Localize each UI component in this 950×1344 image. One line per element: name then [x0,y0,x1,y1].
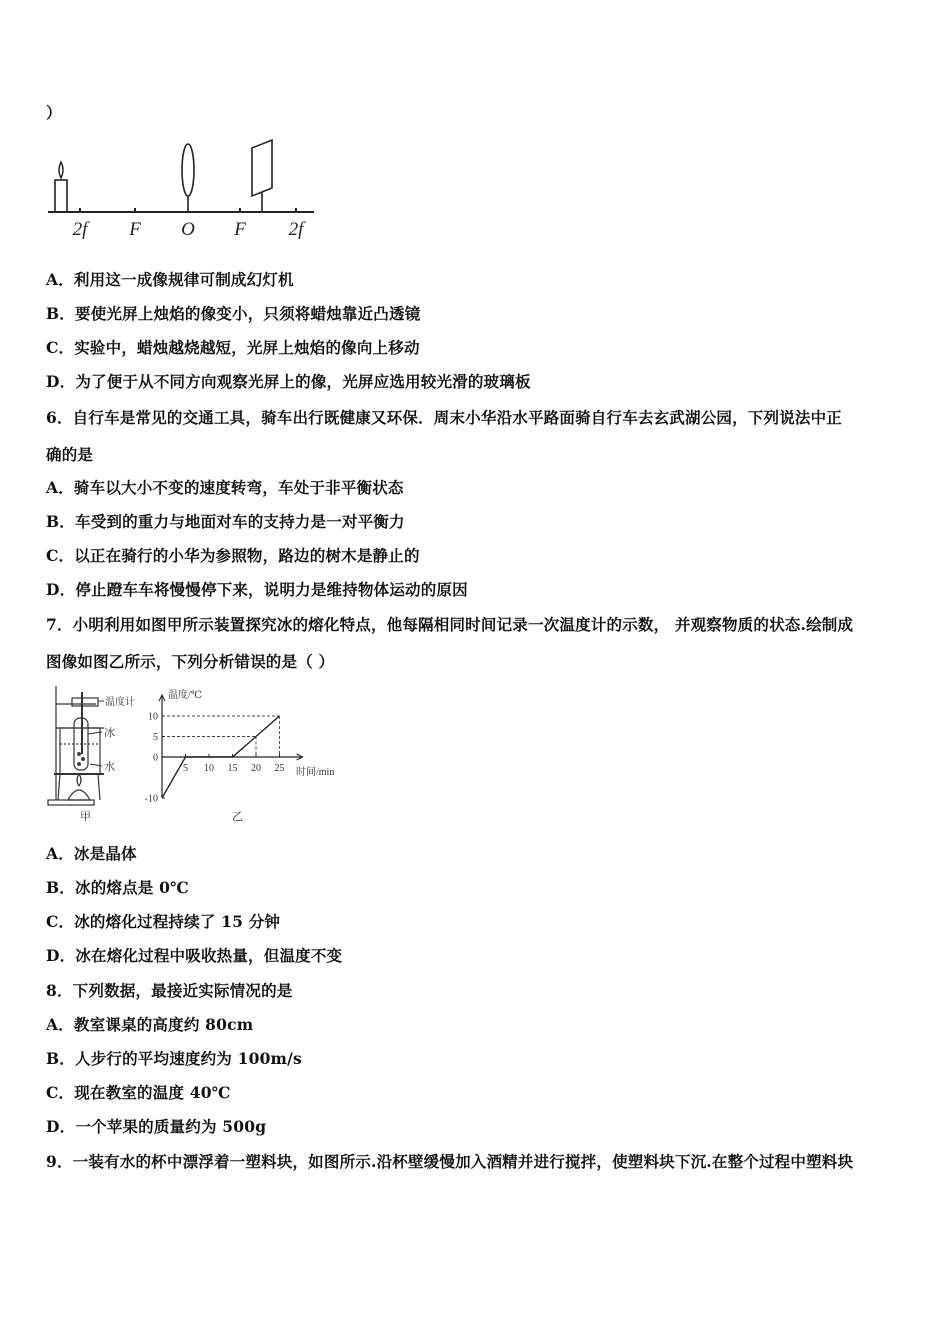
q7-option-a: A．冰是晶体 [46,844,137,863]
q7-option-b: B．冰的熔点是 0℃ [46,878,189,897]
candle-body [55,180,67,212]
q7-option-d: D．冰在熔化过程中吸收热量，但温度不变 [46,946,343,965]
y-tick-label: 10 [148,711,158,723]
chart-caption-yi: 乙 [232,811,243,823]
candle-flame [59,162,63,178]
thermometer-clamp [72,698,98,706]
light-screen [252,140,272,196]
q8-stem: 8．下列数据，最接近实际情况的是 [46,981,293,1000]
beaker [60,728,100,774]
label-f-left: F [129,219,141,240]
stand-base [48,800,94,805]
y-axis-label: 温度/℃ [168,690,202,701]
x-tick-label: 15 [227,763,238,774]
q7-stem: 7．小明利用如图甲所示装置探究冰的熔化特点，他每隔相同时间记录一次温度计的示数， 并观察物质的状态.绘制成 [46,615,854,634]
q8-option-a: A．教室课桌的高度约 80cm [46,1015,254,1034]
q6-option-d: D．停止蹬车车将慢慢停下来，说明力是维持物体运动的原因 [46,580,468,599]
x-tick-label: 5 [183,763,188,774]
y-tick-label: -10 [144,793,158,805]
q5-stem-tail: ） [46,103,62,122]
alcohol-lamp [68,790,90,800]
x-tick-label: 10 [204,763,214,774]
label-ice: 冰 [104,727,115,739]
y-tick-label: 5 [153,732,158,743]
q6-option-c: C．以正在骑行的小华为参照物，路边的树木是静止的 [46,546,420,565]
x-tick-label: 20 [251,763,261,774]
lens-figure [44,138,324,244]
q6-option-b: B．车受到的重力与地面对车的支持力是一对平衡力 [46,512,405,531]
q8-option-b: B．人步行的平均速度约为 100m/s [46,1049,302,1068]
y-tick-label: 0 [153,752,158,764]
q5-option-d: D．为了便于从不同方向观察光屏上的像，光屏应选用较光滑的玻璃板 [46,372,531,391]
label-2f-right: 2f [288,219,304,240]
caption-jia: 甲 [80,811,91,823]
x-axis-label: 时间/min [296,767,335,778]
q9-stem: 9．一装有水的杯中漂浮着一塑料块，如图所示.沿杯壁缓慢加入酒精并进行搅拌，使塑料块下沉.在整个过程中塑料块 [46,1152,854,1171]
x-tick-label: 25 [274,763,285,774]
q6-option-a: A．骑车以大小不变的速度转弯，车处于非平衡状态 [46,478,404,497]
q6-stem-continued: 确的是 [46,445,94,464]
q6-stem: 6．自行车是常见的交通工具，骑车出行既健康又环保．周末小华沿水平路面骑自行车去玄武湖公园，下列说法中正 [46,408,842,427]
q5-option-b: B．要使光屏上烛焰的像变小，只须将蜡烛靠近凸透镜 [46,304,421,323]
label-thermometer: 温度计 [105,697,135,708]
label-o: O [181,219,195,240]
label-water: 水 [104,761,115,773]
q5-option-a: A．利用这一成像规律可制成幻灯机 [46,270,294,289]
q8-option-c: C．现在教室的温度 40℃ [46,1083,231,1102]
melting-apparatus-figure [44,684,144,824]
q5-option-c: C．实验中，蜡烛越烧越短，光屏上烛焰的像向上移动 [46,338,420,357]
label-f-right: F [234,219,246,240]
label-2f-left: 2f [72,219,88,240]
q7-stem-continued: 图像如图乙所示，下列分析错误的是（ ） [46,652,335,671]
convex-lens [182,144,194,196]
temperature-time-chart [136,684,356,824]
q8-option-d: D．一个苹果的质量约为 500g [46,1117,267,1136]
q7-option-c: C．冰的熔化过程持续了 15 分钟 [46,912,281,931]
